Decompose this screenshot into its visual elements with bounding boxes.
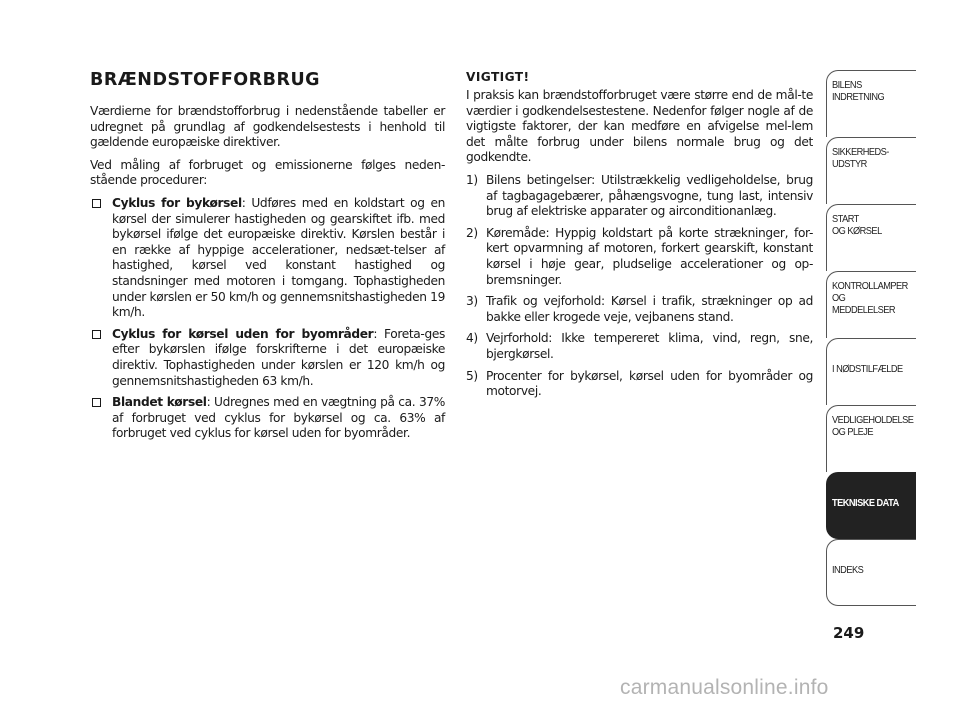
list-item bbox=[466, 331, 813, 362]
tab-i-nodstilfaelde[interactable] bbox=[826, 338, 916, 405]
tab-label: TEKNISKE DATA bbox=[832, 497, 899, 509]
tab-label: VEDLIGEHOLDELSE OG PLEJE bbox=[832, 414, 914, 438]
tab-label: START OG KØRSEL bbox=[832, 213, 882, 237]
tab-label: BILENS INDRETNING bbox=[832, 79, 885, 103]
list-item bbox=[466, 369, 813, 400]
list-text: Bilens betingelser: Utilstrækkelig vedligeholdelse, brug af tagbagagebærer, påhængsvogne, tung last, intensiv brug af elektriske apparater og airconditionanlæg. bbox=[486, 172, 813, 219]
section-title: BRÆNDSTOFFORBRUG bbox=[90, 70, 321, 90]
tab-tekniske-data[interactable] bbox=[826, 472, 916, 539]
tab-sikkerhedsudstyr[interactable] bbox=[826, 137, 916, 204]
bullet-label: Cyklus for kørsel uden for byområder bbox=[112, 326, 374, 341]
bullet-item bbox=[90, 395, 445, 442]
list-text: Procenter for bykørsel, kørsel uden for byområder og motorvej. bbox=[486, 368, 813, 399]
list-number: 3) bbox=[466, 294, 478, 309]
intro-paragraph: Værdierne for brændstofforbrug i nedenstående tabeller er udregnet på grundlag af godkendelsestests i henhold til gældende europæiske direktiver. bbox=[90, 104, 445, 150]
bullet-item bbox=[90, 327, 445, 389]
chapter-tabs bbox=[826, 70, 916, 606]
important-intro: I praksis kan brændstofforbruget være større end de mål-te værdier i godkendelsestestene. Nedenfor følger nogle af de vigtigste faktorer, der kan medføre en afvigelse mel-lem det målte forbrug under bilens normale brug og det godkendte. bbox=[466, 88, 813, 165]
bullet-label: Blandet kørsel bbox=[112, 395, 207, 410]
tab-indeks[interactable] bbox=[826, 539, 916, 606]
bullet-text: : Udføres med en koldstart og en kørsel der simulerer hastigheden og gearskiftet ifb. med bykørsel ifølge det europæiske direktiv. Kørslen består i en række af hyppige accelerationer, nedsæt-telser af hastighed, kørsel ved konstant hastighed og standsninger med motoren i tomgang. Tophastigheden under kørslen er 50 km/h og gennemsnitshastigheden 19 km/h. bbox=[112, 195, 445, 320]
checkbox-icon bbox=[92, 199, 101, 208]
list-number: 5) bbox=[466, 368, 478, 383]
list-item bbox=[466, 294, 813, 325]
tab-label: SIKKERHEDS- UDSTYR bbox=[832, 146, 889, 170]
bullet-text: : Foreta-ges efter bykørslen ifølge forskrifterne i det europæiske direktiv. Tophastigheden under kørslen er 120 km/h og gennemsnitshastigheden 63 km/h. bbox=[112, 326, 445, 388]
list-text: Trafik og vejforhold: Kørsel i trafik, strækninger op ad bakke eller krogede veje, vejbanens stand. bbox=[486, 294, 813, 324]
tab-label: KONTROLLAMPER OG MEDDELELSER bbox=[832, 280, 908, 316]
tab-label: I NØDSTILFÆLDE bbox=[832, 363, 903, 375]
tab-vedligeholdelse[interactable] bbox=[826, 405, 916, 472]
tab-label: INDEKS bbox=[832, 564, 864, 576]
tab-kontrollamper[interactable] bbox=[826, 271, 916, 338]
left-column bbox=[90, 70, 445, 448]
page-number: 249 bbox=[833, 624, 865, 642]
tab-start-og-korsel[interactable] bbox=[826, 204, 916, 271]
list-item bbox=[466, 173, 813, 220]
list-item bbox=[466, 226, 813, 288]
tab-bilens-indretning[interactable] bbox=[826, 70, 916, 137]
watermark: carmanualsonline.info bbox=[620, 676, 829, 699]
list-number: 2) bbox=[466, 225, 478, 240]
checkbox-icon bbox=[92, 398, 101, 407]
right-column bbox=[466, 70, 813, 406]
bullet-item bbox=[90, 196, 445, 321]
procedure-paragraph: Ved måling af forbruget og emissionerne følges neden-stående procedurer: bbox=[90, 157, 445, 188]
bullet-label: Cyklus for bykørsel bbox=[112, 195, 242, 210]
bullet-text: : Udregnes med en vægtning på ca. 37% af forbruget ved cyklus for bykørsel og ca. 63% af forbruget ved cyklus for kørsel uden for byområder. bbox=[112, 395, 445, 441]
checkbox-icon bbox=[92, 330, 101, 339]
important-heading: VIGTIGT! bbox=[466, 70, 530, 84]
list-number: 1) bbox=[466, 172, 478, 187]
list-text: Vejrforhold: Ikke tempereret klima, vind, regn, sne, bjergkørsel. bbox=[486, 331, 813, 361]
list-number: 4) bbox=[466, 331, 478, 346]
list-text: Køremåde: Hyppig koldstart på korte strækninger, for-kert opvarmning af motoren, forkert gearskift, konstant kørsel i høje gear, pludselige accelerationer og op-bremsninger. bbox=[486, 225, 813, 287]
